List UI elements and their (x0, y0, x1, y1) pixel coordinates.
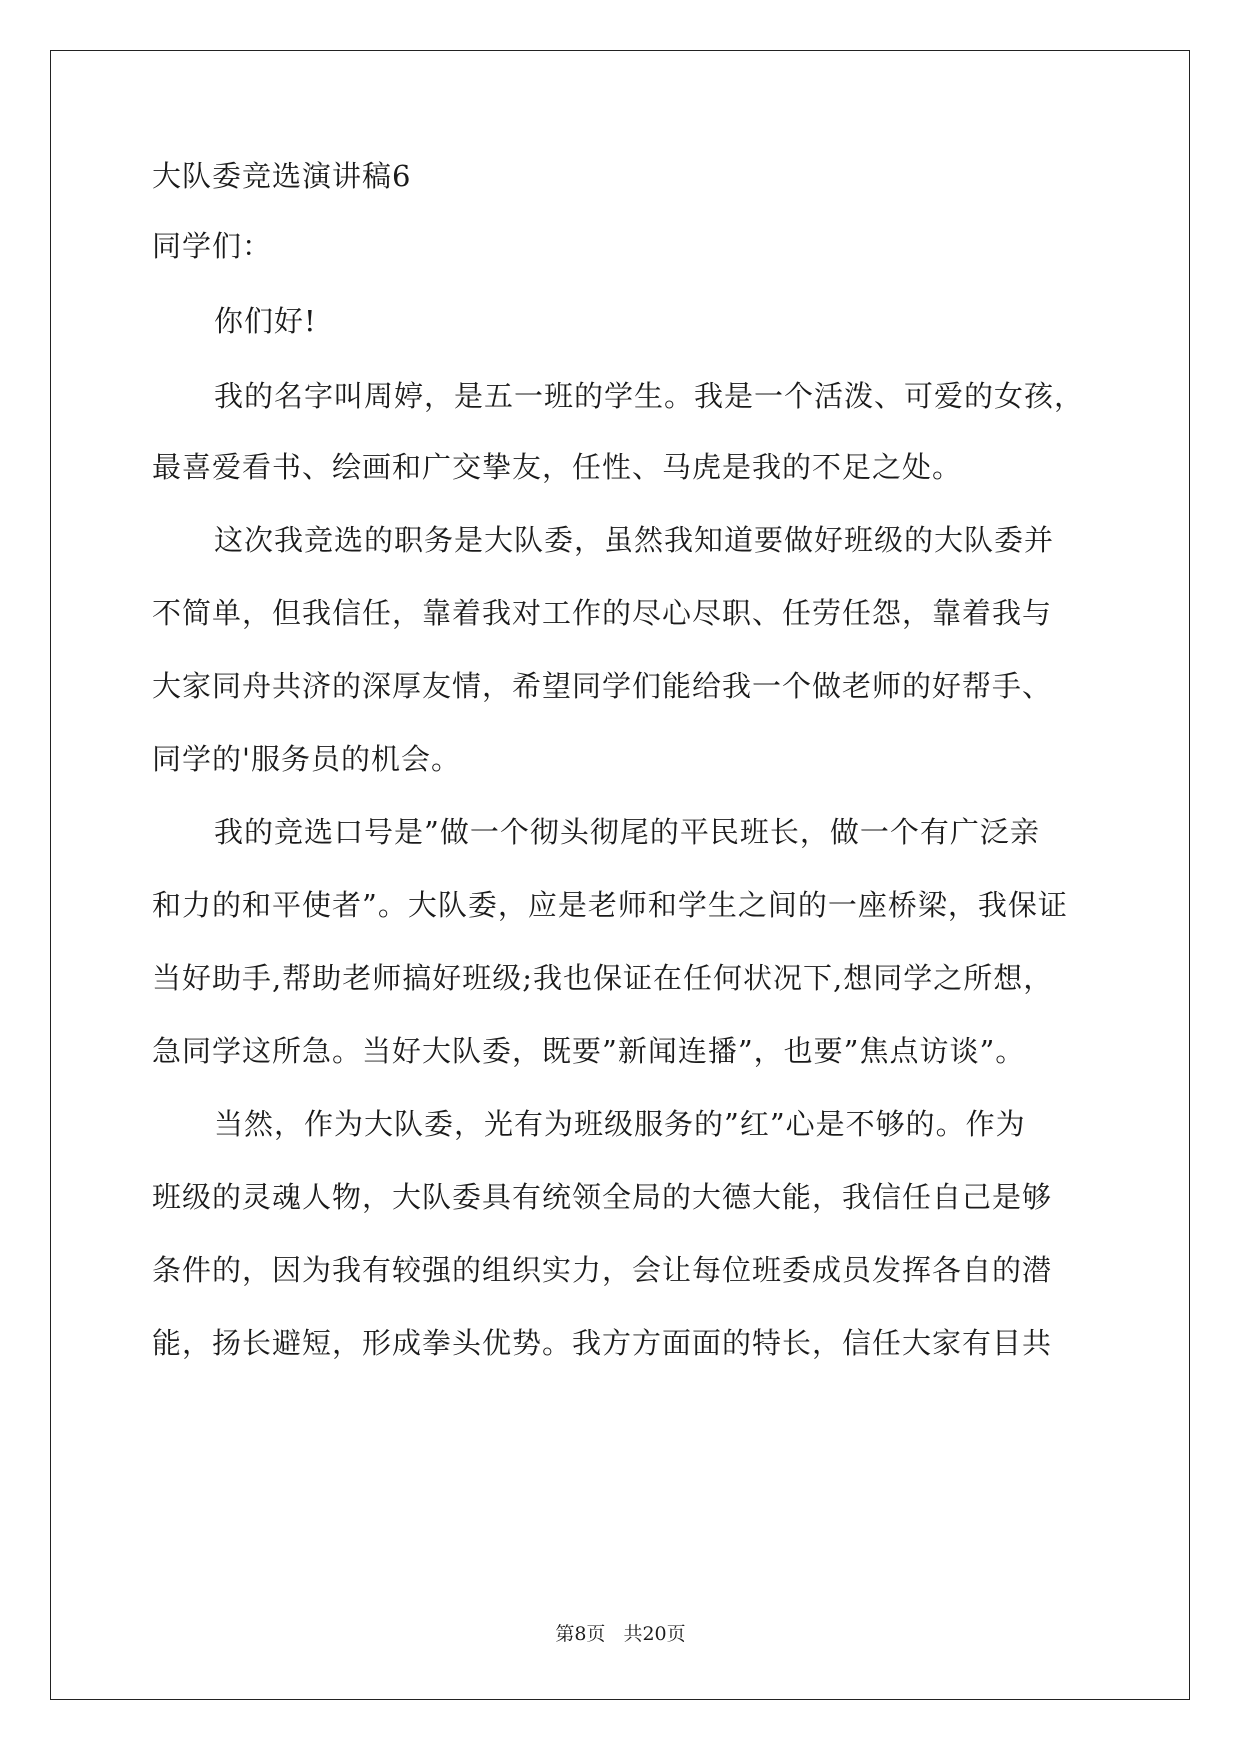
text-line: 当好助手,帮助老师搞好班级;我也保证在任何状况下,想同学之所想， (152, 961, 1054, 995)
page-footer (0, 1622, 1241, 1646)
text-line: 最喜爱看书、绘画和广交挚友，任性、马虎是我的不足之处。 (152, 450, 963, 484)
text-line: 我的竞选口号是”做一个彻头彻尾的平民班长，做一个有广泛亲 (214, 815, 1040, 849)
text-line: 急同学这所急。当好大队委，既要”新闻连播”，也要”焦点访谈”。 (152, 1034, 1026, 1068)
text-line: 大家同舟共济的深厚友情，希望同学们能给我一个做老师的好帮手、 (152, 669, 1053, 703)
text-line: 同学的'服务员的机会。 (152, 742, 461, 776)
text-line: 当然，作为大队委，光有为班级服务的”红”心是不够的。作为 (214, 1107, 1026, 1141)
page-number: 第8页 (555, 1623, 606, 1645)
document-title: 大队委竞选演讲稿6 (152, 159, 412, 193)
text-line: 和力的和平使者”。大队委，应是老师和学生之间的一座桥梁，我保证 (152, 888, 1068, 922)
salutation: 同学们： (152, 229, 273, 263)
text-line: 这次我竞选的职务是大队委，虽然我知道要做好班级的大队委并 (214, 523, 1055, 557)
text-line: 能，扬长避短，形成拳头优势。我方方面面的特长，信任大家有目共 (152, 1326, 1053, 1360)
text-line: 条件的，因为我有较强的组织实力，会让每位班委成员发挥各自的潜 (152, 1253, 1053, 1287)
greeting: 你们好! (214, 304, 317, 338)
page-total: 共20页 (623, 1623, 686, 1645)
text-line: 我的名字叫周婷，是五一班的学生。我是一个活泼、可爱的女孩， (214, 379, 1085, 413)
text-line: 班级的灵魂人物，大队委具有统领全局的大德大能，我信任自己是够 (152, 1180, 1053, 1214)
page-border (50, 50, 1190, 1700)
text-line: 不简单，但我信任，靠着我对工作的尽心尽职、任劳任怨，靠着我与 (152, 596, 1053, 630)
